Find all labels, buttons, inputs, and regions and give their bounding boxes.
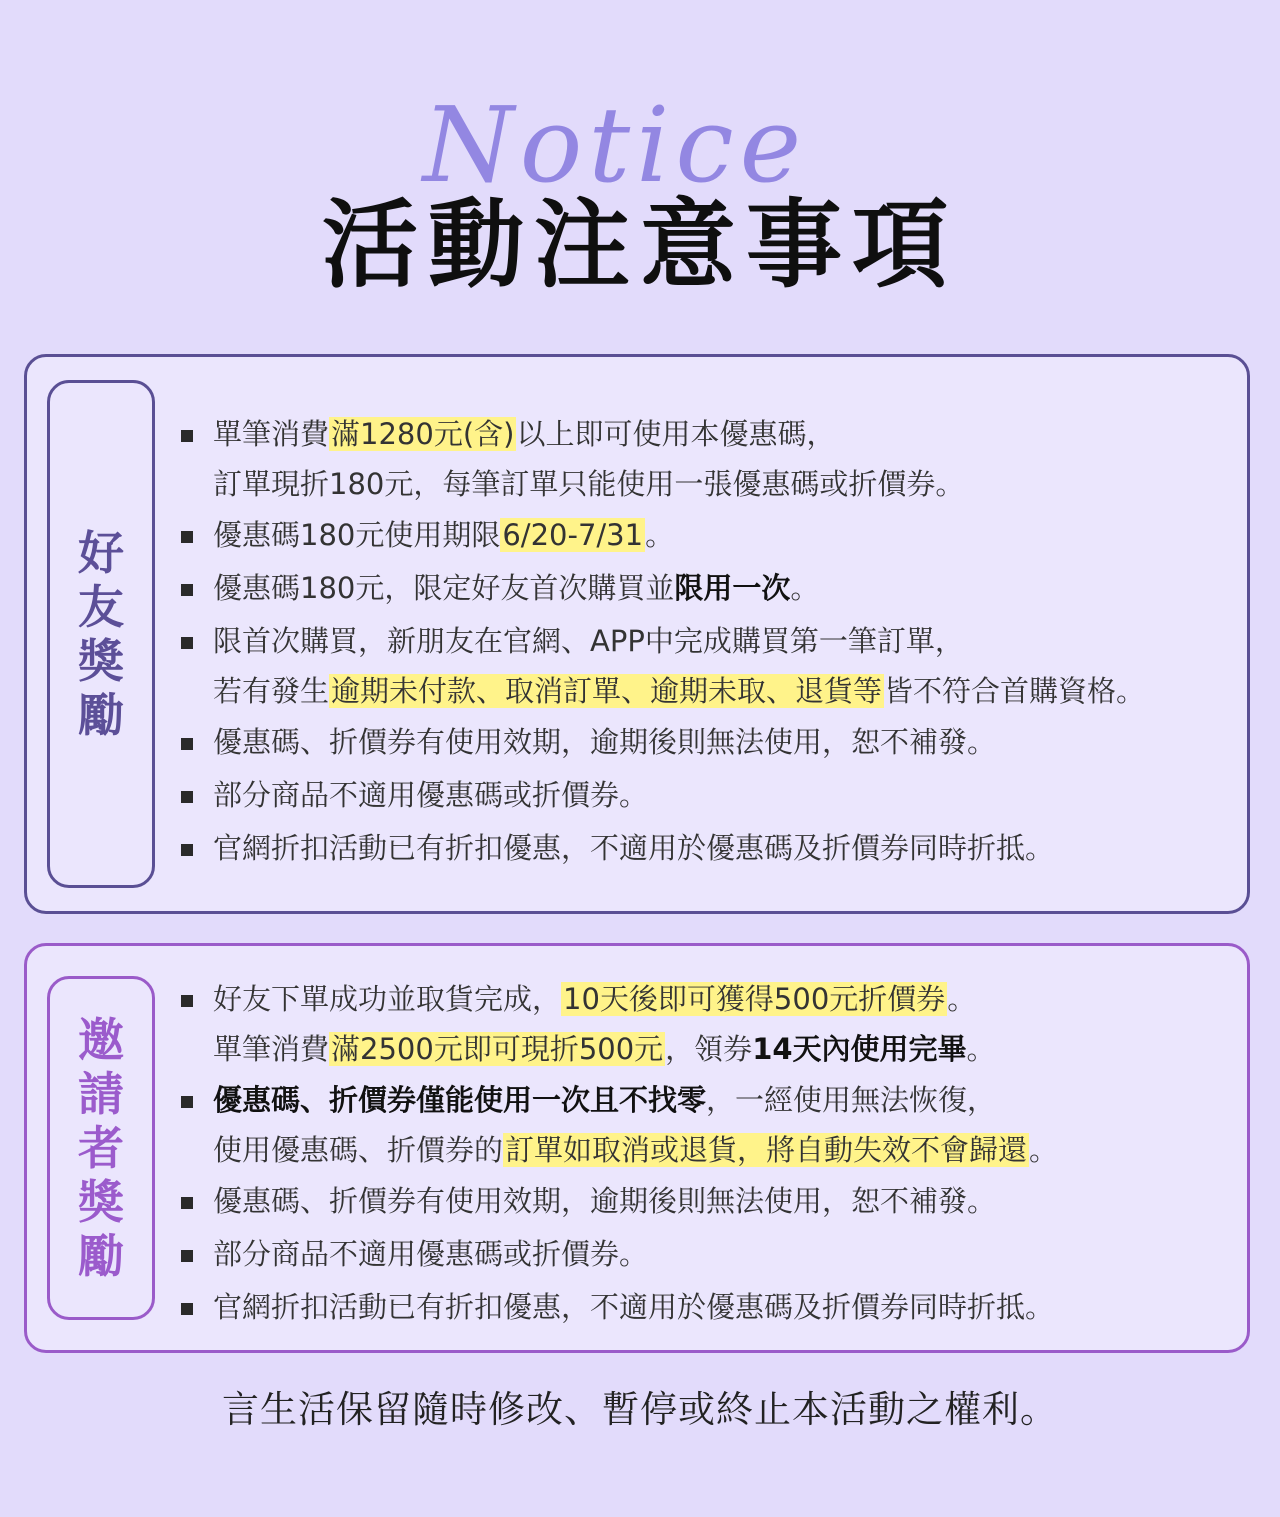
friend-reward-label: 好友獎勵 <box>78 526 124 742</box>
footer-disclaimer: 言生活保留隨時修改、暫停或終止本活動之權利。 <box>222 1388 1058 1431</box>
text-segment: 皆不符合首購資格。 <box>884 674 1146 708</box>
text-segment: 單筆消費 <box>213 417 330 451</box>
text-segment: 優惠碼180元使用期限 <box>213 518 501 552</box>
emphasized-text: 14天內使用完畢 <box>752 1032 967 1066</box>
text-segment: 優惠碼180元，限定好友首次購買並 <box>213 571 675 605</box>
text-segment: 部分商品不適用優惠碼或折價券。 <box>213 1237 649 1271</box>
text-segment: 優惠碼、折價券有使用效期，逾期後則無法使用，恕不補發。 <box>213 725 997 759</box>
square-bullet-icon <box>181 738 193 750</box>
item-line <box>213 1176 996 1226</box>
item-line <box>213 563 819 613</box>
text-segment: 以上即可使用本優惠碼， <box>516 417 836 451</box>
text-segment: ，一經使用無法恢復， <box>706 1083 997 1117</box>
item-line <box>213 1229 648 1279</box>
item-line <box>213 1282 1054 1332</box>
item-line <box>213 717 996 767</box>
highlighted-text: 訂單如取消或退貨，將自動失效不會歸還 <box>505 1133 1028 1167</box>
text-segment: 好友下單成功並取貨完成， <box>213 982 562 1016</box>
square-bullet-icon <box>181 531 193 543</box>
highlighted-text: 滿2500元即可現折500元 <box>331 1032 664 1066</box>
square-bullet-icon <box>181 791 193 803</box>
text-segment: 部分商品不適用優惠碼或折價券。 <box>213 778 649 812</box>
text-segment: ，領券 <box>665 1032 753 1066</box>
square-bullet-icon <box>181 844 193 856</box>
inviter-reward-label-box <box>47 976 155 1320</box>
item-line <box>213 1125 1058 1175</box>
item-line <box>213 409 835 459</box>
highlighted-text: 10天後即可獲得500元折價券 <box>563 982 946 1016</box>
header <box>0 0 1280 330</box>
square-bullet-icon <box>181 430 193 442</box>
text-segment: 官網折扣活動已有折扣優惠，不適用於優惠碼及折價券同時折抵。 <box>213 831 1055 865</box>
text-segment: 。 <box>645 518 675 552</box>
text-segment: 使用優惠碼、折價券的 <box>213 1133 504 1167</box>
highlighted-text: 6/20-7/31 <box>502 518 644 552</box>
inviter-reward-label: 邀請者獎勵 <box>78 1013 124 1283</box>
text-segment: 若有發生 <box>213 674 330 708</box>
text-segment: 。 <box>947 982 977 1016</box>
notice-script-word: Notice <box>422 84 808 206</box>
highlighted-text: 滿1280元(含) <box>331 417 515 451</box>
text-segment: 。 <box>790 571 820 605</box>
item-line <box>213 510 674 560</box>
item-line <box>213 666 1145 716</box>
square-bullet-icon <box>181 1250 193 1262</box>
item-line <box>213 974 976 1024</box>
item-line <box>213 459 964 509</box>
text-segment: 。 <box>1029 1133 1059 1167</box>
item-line <box>213 1024 996 1074</box>
text-segment: 優惠碼、折價券有使用效期，逾期後則無法使用，恕不補發。 <box>213 1184 997 1218</box>
item-line <box>213 823 1054 873</box>
item-line <box>213 770 648 820</box>
item-line <box>213 1075 996 1125</box>
emphasized-text: 優惠碼、折價券僅能使用一次且不找零 <box>213 1083 707 1117</box>
text-segment: 單筆消費 <box>213 1032 330 1066</box>
item-line <box>213 616 964 666</box>
page-title: 活動注意事項 <box>322 189 958 301</box>
highlighted-text: 逾期未付款、取消訂單、逾期未取、退貨等 <box>331 674 883 708</box>
emphasized-text: 限用一次 <box>674 571 791 605</box>
text-segment: 官網折扣活動已有折扣優惠，不適用於優惠碼及折價券同時折抵。 <box>213 1290 1055 1324</box>
friend-reward-card <box>24 354 1250 914</box>
square-bullet-icon <box>181 995 193 1007</box>
square-bullet-icon <box>181 1303 193 1315</box>
text-segment: 。 <box>966 1032 996 1066</box>
square-bullet-icon <box>181 637 193 649</box>
square-bullet-icon <box>181 1197 193 1209</box>
text-segment: 限首次購買，新朋友在官網、APP中完成購買第一筆訂單， <box>213 624 964 658</box>
square-bullet-icon <box>181 584 193 596</box>
square-bullet-icon <box>181 1096 193 1108</box>
text-segment: 訂單現折180元，每筆訂單只能使用一張優惠碼或折價券。 <box>213 467 965 501</box>
friend-reward-label-box <box>47 380 155 888</box>
inviter-reward-card <box>24 943 1250 1353</box>
